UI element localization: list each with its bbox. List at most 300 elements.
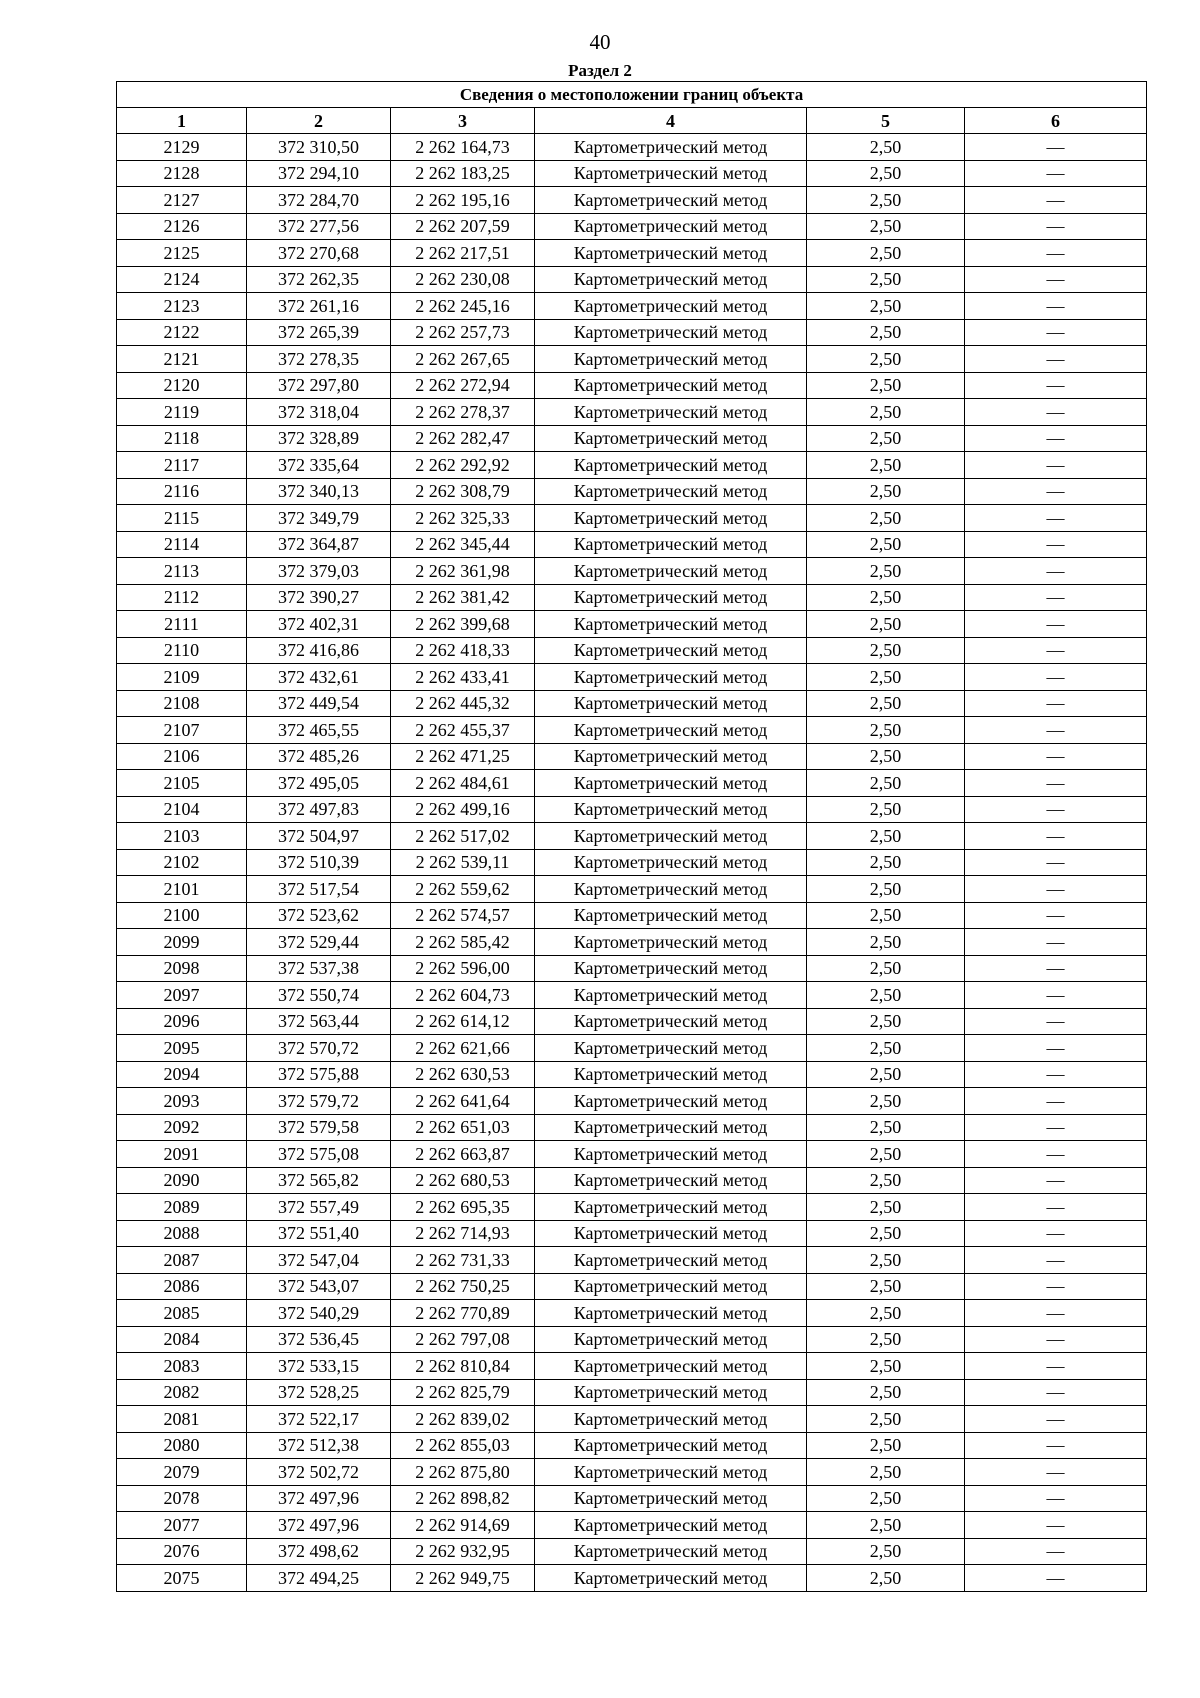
cell-description: — (965, 187, 1147, 214)
cell-accuracy: 2,50 (807, 1194, 965, 1221)
cell-accuracy: 2,50 (807, 1273, 965, 1300)
cell-point-number: 2087 (117, 1247, 247, 1274)
cell-point-number: 2119 (117, 399, 247, 426)
cell-method: Картометрический метод (535, 187, 807, 214)
cell-point-number: 2108 (117, 690, 247, 717)
cell-point-number: 2095 (117, 1035, 247, 1062)
cell-coordinate-x: 372 297,80 (247, 372, 391, 399)
cell-accuracy: 2,50 (807, 796, 965, 823)
cell-point-number: 2121 (117, 346, 247, 373)
cell-coordinate-x: 372 504,97 (247, 823, 391, 850)
cell-coordinate-x: 372 523,62 (247, 902, 391, 929)
cell-accuracy: 2,50 (807, 1485, 965, 1512)
cell-method: Картометрический метод (535, 770, 807, 797)
cell-method: Картометрический метод (535, 955, 807, 982)
cell-accuracy: 2,50 (807, 1353, 965, 1380)
cell-method: Картометрический метод (535, 1353, 807, 1380)
cell-accuracy: 2,50 (807, 1538, 965, 1565)
cell-coordinate-y: 2 262 207,59 (391, 213, 535, 240)
cell-method: Картометрический метод (535, 266, 807, 293)
cell-coordinate-x: 372 517,54 (247, 876, 391, 903)
cell-description: — (965, 876, 1147, 903)
cell-method: Картометрический метод (535, 425, 807, 452)
table-row (117, 1167, 1147, 1194)
table-row (117, 611, 1147, 638)
cell-method: Картометрический метод (535, 743, 807, 770)
cell-method: Картометрический метод (535, 796, 807, 823)
cell-method: Картометрический метод (535, 319, 807, 346)
cell-accuracy: 2,50 (807, 637, 965, 664)
cell-accuracy: 2,50 (807, 690, 965, 717)
cell-point-number: 2082 (117, 1379, 247, 1406)
cell-coordinate-x: 372 265,39 (247, 319, 391, 346)
cell-accuracy: 2,50 (807, 743, 965, 770)
cell-coordinate-y: 2 262 585,42 (391, 929, 535, 956)
cell-accuracy: 2,50 (807, 955, 965, 982)
cell-description: — (965, 1247, 1147, 1274)
cell-method: Картометрический метод (535, 1114, 807, 1141)
cell-description: — (965, 1565, 1147, 1592)
cell-coordinate-x: 372 575,08 (247, 1141, 391, 1168)
cell-coordinate-y: 2 262 282,47 (391, 425, 535, 452)
cell-coordinate-y: 2 262 574,57 (391, 902, 535, 929)
cell-coordinate-x: 372 390,27 (247, 584, 391, 611)
cell-point-number: 2114 (117, 531, 247, 558)
cell-coordinate-y: 2 262 257,73 (391, 319, 535, 346)
cell-description: — (965, 1008, 1147, 1035)
cell-method: Картометрический метод (535, 558, 807, 585)
cell-description: — (965, 1035, 1147, 1062)
cell-method: Картометрический метод (535, 1538, 807, 1565)
cell-point-number: 2094 (117, 1061, 247, 1088)
cell-method: Картометрический метод (535, 1485, 807, 1512)
cell-method: Картометрический метод (535, 1565, 807, 1592)
table-row (117, 399, 1147, 426)
cell-coordinate-y: 2 262 292,92 (391, 452, 535, 479)
cell-description: — (965, 1167, 1147, 1194)
cell-description: — (965, 929, 1147, 956)
cell-point-number: 2096 (117, 1008, 247, 1035)
cell-description: — (965, 531, 1147, 558)
table-row (117, 849, 1147, 876)
cell-description: — (965, 452, 1147, 479)
table-row (117, 690, 1147, 717)
table-row (117, 1565, 1147, 1592)
cell-coordinate-x: 372 579,72 (247, 1088, 391, 1115)
cell-method: Картометрический метод (535, 584, 807, 611)
cell-description: — (965, 743, 1147, 770)
cell-description: — (965, 558, 1147, 585)
cell-description: — (965, 1300, 1147, 1327)
cell-coordinate-x: 372 270,68 (247, 240, 391, 267)
table-row (117, 293, 1147, 320)
cell-coordinate-x: 372 540,29 (247, 1300, 391, 1327)
boundary-coordinates-table (116, 81, 1147, 1592)
cell-coordinate-x: 372 498,62 (247, 1538, 391, 1565)
cell-accuracy: 2,50 (807, 1035, 965, 1062)
table-row (117, 823, 1147, 850)
cell-coordinate-x: 372 485,26 (247, 743, 391, 770)
cell-point-number: 2098 (117, 955, 247, 982)
cell-coordinate-x: 372 529,44 (247, 929, 391, 956)
cell-coordinate-x: 372 278,35 (247, 346, 391, 373)
cell-coordinate-y: 2 262 278,37 (391, 399, 535, 426)
cell-accuracy: 2,50 (807, 1406, 965, 1433)
cell-description: — (965, 1353, 1147, 1380)
cell-coordinate-x: 372 579,58 (247, 1114, 391, 1141)
cell-coordinate-x: 372 328,89 (247, 425, 391, 452)
cell-method: Картометрический метод (535, 240, 807, 267)
cell-method: Картометрический метод (535, 1008, 807, 1035)
cell-description: — (965, 346, 1147, 373)
cell-coordinate-y: 2 262 484,61 (391, 770, 535, 797)
cell-description: — (965, 955, 1147, 982)
cell-accuracy: 2,50 (807, 1326, 965, 1353)
table-row (117, 584, 1147, 611)
cell-accuracy: 2,50 (807, 160, 965, 187)
cell-accuracy: 2,50 (807, 319, 965, 346)
cell-coordinate-y: 2 262 630,53 (391, 1061, 535, 1088)
cell-description: — (965, 478, 1147, 505)
column-number: 3 (391, 108, 535, 134)
cell-method: Картометрический метод (535, 399, 807, 426)
cell-accuracy: 2,50 (807, 1459, 965, 1486)
cell-coordinate-x: 372 497,96 (247, 1512, 391, 1539)
cell-coordinate-y: 2 262 731,33 (391, 1247, 535, 1274)
table-row (117, 717, 1147, 744)
cell-coordinate-y: 2 262 614,12 (391, 1008, 535, 1035)
cell-method: Картометрический метод (535, 372, 807, 399)
cell-point-number: 2122 (117, 319, 247, 346)
cell-method: Картометрический метод (535, 876, 807, 903)
cell-point-number: 2113 (117, 558, 247, 585)
cell-method: Картометрический метод (535, 929, 807, 956)
cell-point-number: 2115 (117, 505, 247, 532)
table-row (117, 346, 1147, 373)
cell-method: Картометрический метод (535, 1406, 807, 1433)
cell-accuracy: 2,50 (807, 1432, 965, 1459)
table-row (117, 1273, 1147, 1300)
cell-point-number: 2084 (117, 1326, 247, 1353)
cell-method: Картометрический метод (535, 823, 807, 850)
cell-description: — (965, 823, 1147, 850)
cell-method: Картометрический метод (535, 1300, 807, 1327)
cell-coordinate-y: 2 262 345,44 (391, 531, 535, 558)
table-body (117, 134, 1147, 1592)
cell-description: — (965, 611, 1147, 638)
cell-coordinate-y: 2 262 433,41 (391, 664, 535, 691)
cell-point-number: 2085 (117, 1300, 247, 1327)
cell-coordinate-x: 372 575,88 (247, 1061, 391, 1088)
cell-accuracy: 2,50 (807, 902, 965, 929)
cell-point-number: 2128 (117, 160, 247, 187)
cell-accuracy: 2,50 (807, 611, 965, 638)
cell-point-number: 2075 (117, 1565, 247, 1592)
cell-method: Картометрический метод (535, 134, 807, 161)
table-caption-row (117, 82, 1147, 108)
cell-accuracy: 2,50 (807, 1061, 965, 1088)
cell-accuracy: 2,50 (807, 1167, 965, 1194)
cell-accuracy: 2,50 (807, 1141, 965, 1168)
cell-coordinate-x: 372 528,25 (247, 1379, 391, 1406)
cell-coordinate-x: 372 570,72 (247, 1035, 391, 1062)
cell-description: — (965, 982, 1147, 1009)
table-row (117, 1088, 1147, 1115)
cell-accuracy: 2,50 (807, 478, 965, 505)
cell-coordinate-y: 2 262 183,25 (391, 160, 535, 187)
table-row (117, 796, 1147, 823)
cell-coordinate-x: 372 340,13 (247, 478, 391, 505)
cell-description: — (965, 1485, 1147, 1512)
table-row (117, 1061, 1147, 1088)
cell-method: Картометрический метод (535, 478, 807, 505)
cell-description: — (965, 849, 1147, 876)
table-row (117, 1194, 1147, 1221)
table-row (117, 1220, 1147, 1247)
table-row (117, 187, 1147, 214)
table-row (117, 240, 1147, 267)
cell-accuracy: 2,50 (807, 823, 965, 850)
cell-method: Картометрический метод (535, 1088, 807, 1115)
cell-method: Картометрический метод (535, 1061, 807, 1088)
table-row (117, 558, 1147, 585)
column-number: 4 (535, 108, 807, 134)
cell-method: Картометрический метод (535, 1247, 807, 1274)
cell-point-number: 2127 (117, 187, 247, 214)
cell-coordinate-y: 2 262 217,51 (391, 240, 535, 267)
cell-description: — (965, 1406, 1147, 1433)
cell-coordinate-y: 2 262 308,79 (391, 478, 535, 505)
cell-accuracy: 2,50 (807, 134, 965, 161)
cell-description: — (965, 1088, 1147, 1115)
cell-coordinate-x: 372 465,55 (247, 717, 391, 744)
cell-method: Картометрический метод (535, 637, 807, 664)
table-row (117, 452, 1147, 479)
table-row (117, 1406, 1147, 1433)
cell-description: — (965, 637, 1147, 664)
cell-coordinate-y: 2 262 230,08 (391, 266, 535, 293)
cell-coordinate-y: 2 262 898,82 (391, 1485, 535, 1512)
cell-description: — (965, 1432, 1147, 1459)
cell-coordinate-x: 372 543,07 (247, 1273, 391, 1300)
cell-coordinate-y: 2 262 695,35 (391, 1194, 535, 1221)
cell-accuracy: 2,50 (807, 770, 965, 797)
table-row (117, 1432, 1147, 1459)
cell-accuracy: 2,50 (807, 293, 965, 320)
cell-accuracy: 2,50 (807, 1247, 965, 1274)
cell-point-number: 2105 (117, 770, 247, 797)
cell-method: Картометрический метод (535, 849, 807, 876)
cell-accuracy: 2,50 (807, 1512, 965, 1539)
cell-coordinate-y: 2 262 559,62 (391, 876, 535, 903)
cell-point-number: 2088 (117, 1220, 247, 1247)
cell-method: Картометрический метод (535, 293, 807, 320)
cell-coordinate-x: 372 284,70 (247, 187, 391, 214)
table-row (117, 955, 1147, 982)
cell-description: — (965, 1326, 1147, 1353)
cell-method: Картометрический метод (535, 1141, 807, 1168)
table-row (117, 876, 1147, 903)
cell-accuracy: 2,50 (807, 266, 965, 293)
cell-coordinate-y: 2 262 325,33 (391, 505, 535, 532)
cell-coordinate-y: 2 262 810,84 (391, 1353, 535, 1380)
cell-coordinate-x: 372 551,40 (247, 1220, 391, 1247)
table-row (117, 160, 1147, 187)
cell-point-number: 2112 (117, 584, 247, 611)
cell-point-number: 2076 (117, 1538, 247, 1565)
cell-coordinate-y: 2 262 361,98 (391, 558, 535, 585)
cell-coordinate-x: 372 537,38 (247, 955, 391, 982)
cell-method: Картометрический метод (535, 505, 807, 532)
cell-method: Картометрический метод (535, 1194, 807, 1221)
cell-description: — (965, 1220, 1147, 1247)
cell-coordinate-y: 2 262 399,68 (391, 611, 535, 638)
cell-coordinate-x: 372 416,86 (247, 637, 391, 664)
column-number: 1 (117, 108, 247, 134)
cell-accuracy: 2,50 (807, 717, 965, 744)
cell-coordinate-x: 372 261,16 (247, 293, 391, 320)
cell-point-number: 2080 (117, 1432, 247, 1459)
cell-method: Картометрический метод (535, 531, 807, 558)
cell-point-number: 2078 (117, 1485, 247, 1512)
cell-method: Картометрический метод (535, 160, 807, 187)
cell-coordinate-x: 372 262,35 (247, 266, 391, 293)
cell-point-number: 2120 (117, 372, 247, 399)
cell-description: — (965, 293, 1147, 320)
table-row (117, 425, 1147, 452)
cell-accuracy: 2,50 (807, 240, 965, 267)
table-row (117, 1326, 1147, 1353)
cell-coordinate-y: 2 262 499,16 (391, 796, 535, 823)
cell-point-number: 2109 (117, 664, 247, 691)
cell-coordinate-x: 372 565,82 (247, 1167, 391, 1194)
table-row (117, 1247, 1147, 1274)
cell-description: — (965, 1114, 1147, 1141)
cell-accuracy: 2,50 (807, 876, 965, 903)
table-row (117, 1008, 1147, 1035)
cell-description: — (965, 1459, 1147, 1486)
cell-method: Картометрический метод (535, 690, 807, 717)
table-row (117, 319, 1147, 346)
table-row (117, 743, 1147, 770)
cell-method: Картометрический метод (535, 346, 807, 373)
cell-coordinate-y: 2 262 164,73 (391, 134, 535, 161)
cell-accuracy: 2,50 (807, 372, 965, 399)
cell-description: — (965, 134, 1147, 161)
cell-coordinate-x: 372 294,10 (247, 160, 391, 187)
cell-description: — (965, 1061, 1147, 1088)
cell-coordinate-y: 2 262 641,64 (391, 1088, 535, 1115)
column-number: 6 (965, 108, 1147, 134)
cell-coordinate-y: 2 262 471,25 (391, 743, 535, 770)
cell-point-number: 2091 (117, 1141, 247, 1168)
cell-coordinate-y: 2 262 714,93 (391, 1220, 535, 1247)
cell-coordinate-y: 2 262 750,25 (391, 1273, 535, 1300)
table-row (117, 1300, 1147, 1327)
cell-method: Картометрический метод (535, 1432, 807, 1459)
section-title: Раздел 2 (568, 61, 632, 80)
table-row (117, 1035, 1147, 1062)
cell-method: Картометрический метод (535, 1220, 807, 1247)
table-row (117, 770, 1147, 797)
cell-coordinate-y: 2 262 663,87 (391, 1141, 535, 1168)
cell-accuracy: 2,50 (807, 1379, 965, 1406)
table-row (117, 929, 1147, 956)
cell-coordinate-x: 372 536,45 (247, 1326, 391, 1353)
cell-point-number: 2118 (117, 425, 247, 452)
cell-accuracy: 2,50 (807, 584, 965, 611)
cell-coordinate-y: 2 262 932,95 (391, 1538, 535, 1565)
cell-description: — (965, 240, 1147, 267)
cell-coordinate-x: 372 557,49 (247, 1194, 391, 1221)
cell-coordinate-x: 372 522,17 (247, 1406, 391, 1433)
cell-point-number: 2090 (117, 1167, 247, 1194)
cell-point-number: 2111 (117, 611, 247, 638)
cell-point-number: 2124 (117, 266, 247, 293)
cell-point-number: 2103 (117, 823, 247, 850)
cell-coordinate-y: 2 262 455,37 (391, 717, 535, 744)
cell-coordinate-x: 372 494,25 (247, 1565, 391, 1592)
cell-coordinate-x: 372 495,05 (247, 770, 391, 797)
cell-point-number: 2123 (117, 293, 247, 320)
cell-description: — (965, 319, 1147, 346)
cell-accuracy: 2,50 (807, 346, 965, 373)
cell-coordinate-y: 2 262 604,73 (391, 982, 535, 1009)
cell-method: Картометрический метод (535, 1379, 807, 1406)
cell-accuracy: 2,50 (807, 929, 965, 956)
cell-accuracy: 2,50 (807, 425, 965, 452)
cell-point-number: 2129 (117, 134, 247, 161)
cell-accuracy: 2,50 (807, 399, 965, 426)
cell-accuracy: 2,50 (807, 1114, 965, 1141)
table-row (117, 372, 1147, 399)
cell-method: Картометрический метод (535, 664, 807, 691)
column-number: 5 (807, 108, 965, 134)
cell-point-number: 2104 (117, 796, 247, 823)
cell-point-number: 2093 (117, 1088, 247, 1115)
cell-coordinate-y: 2 262 825,79 (391, 1379, 535, 1406)
table-row (117, 478, 1147, 505)
cell-coordinate-x: 372 512,38 (247, 1432, 391, 1459)
cell-coordinate-y: 2 262 680,53 (391, 1167, 535, 1194)
cell-accuracy: 2,50 (807, 531, 965, 558)
cell-method: Картометрический метод (535, 452, 807, 479)
cell-description: — (965, 372, 1147, 399)
table-caption: Сведения о местоположении границ объекта (117, 82, 1147, 108)
cell-coordinate-y: 2 262 839,02 (391, 1406, 535, 1433)
cell-coordinate-x: 372 497,96 (247, 1485, 391, 1512)
cell-method: Картометрический метод (535, 611, 807, 638)
cell-coordinate-y: 2 262 381,42 (391, 584, 535, 611)
cell-description: — (965, 717, 1147, 744)
cell-accuracy: 2,50 (807, 982, 965, 1009)
cell-coordinate-x: 372 449,54 (247, 690, 391, 717)
cell-coordinate-x: 372 550,74 (247, 982, 391, 1009)
cell-coordinate-y: 2 262 914,69 (391, 1512, 535, 1539)
cell-description: — (965, 902, 1147, 929)
cell-accuracy: 2,50 (807, 187, 965, 214)
cell-description: — (965, 1512, 1147, 1539)
cell-coordinate-y: 2 262 539,11 (391, 849, 535, 876)
cell-description: — (965, 425, 1147, 452)
table-row (117, 266, 1147, 293)
cell-accuracy: 2,50 (807, 452, 965, 479)
cell-coordinate-x: 372 547,04 (247, 1247, 391, 1274)
cell-point-number: 2083 (117, 1353, 247, 1380)
cell-point-number: 2081 (117, 1406, 247, 1433)
cell-accuracy: 2,50 (807, 558, 965, 585)
cell-description: — (965, 505, 1147, 532)
